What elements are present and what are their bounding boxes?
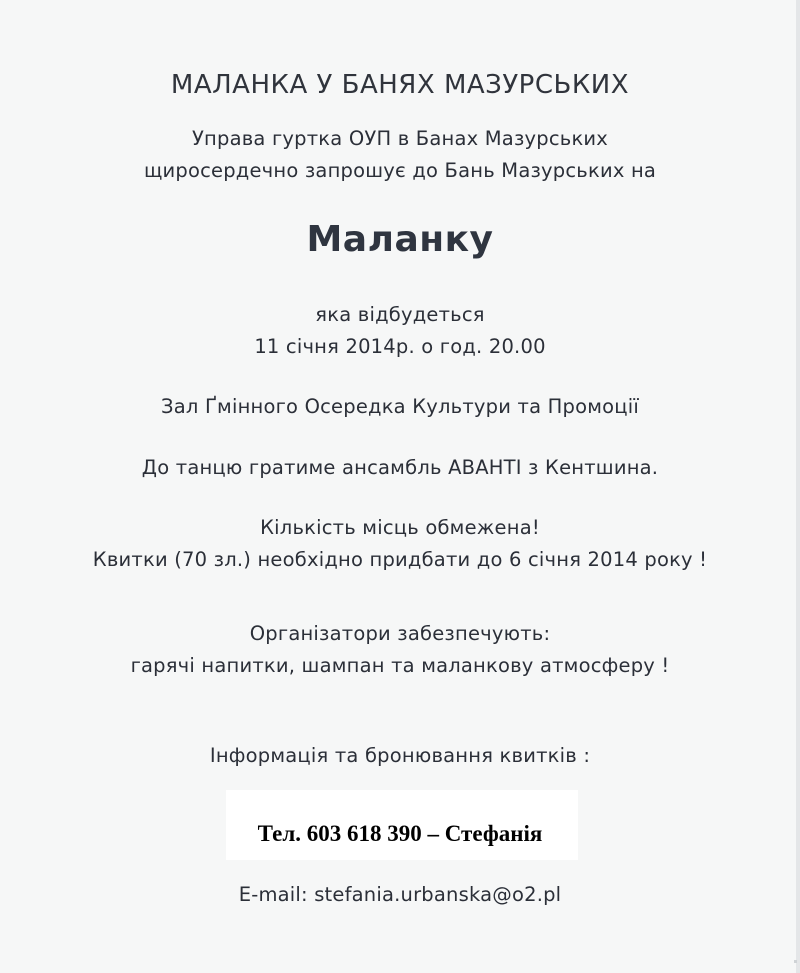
phone-contact: Тел. 603 618 390 – Стефанія xyxy=(257,821,543,846)
organizers-line-2: гарячі напитки, шампан та маланкову атмосферу ! xyxy=(130,654,670,677)
scan-edge xyxy=(796,0,800,973)
tickets-line-2: Квитки (70 зл.) необхідно придбати до 6 січня 2014 року ! xyxy=(92,548,708,571)
music-line: До танцю гратиме ансамбль АВАНТІ з Кентшина. xyxy=(141,456,659,479)
email-contact: E-mail: stefania.urbanska@o2.pl xyxy=(238,883,562,906)
tickets-line-1: Кількість місць обмежена! xyxy=(260,516,540,539)
when-line-1: яка відбудеться xyxy=(315,303,485,326)
invite-line-2: щиросердечно запрошує до Бань Мазурських на xyxy=(143,159,657,182)
info-label: Інформація та бронювання квитків : xyxy=(209,744,591,767)
when-date-time: 11 січня 2014р. о год. 20.00 xyxy=(254,335,546,358)
flyer-title: МАЛАНКА У БАНЯХ МАЗУРСЬКИХ xyxy=(170,70,630,100)
event-name: Маланку xyxy=(306,219,494,260)
invite-line-1: Управа гуртка ОУП в Банах Мазурських xyxy=(191,127,609,150)
venue-line: Зал Ґмінного Осередка Культури та Промоції xyxy=(161,395,639,418)
scan-speck xyxy=(794,960,797,963)
organizers-line-1: Організатори забезпечують: xyxy=(249,622,551,645)
